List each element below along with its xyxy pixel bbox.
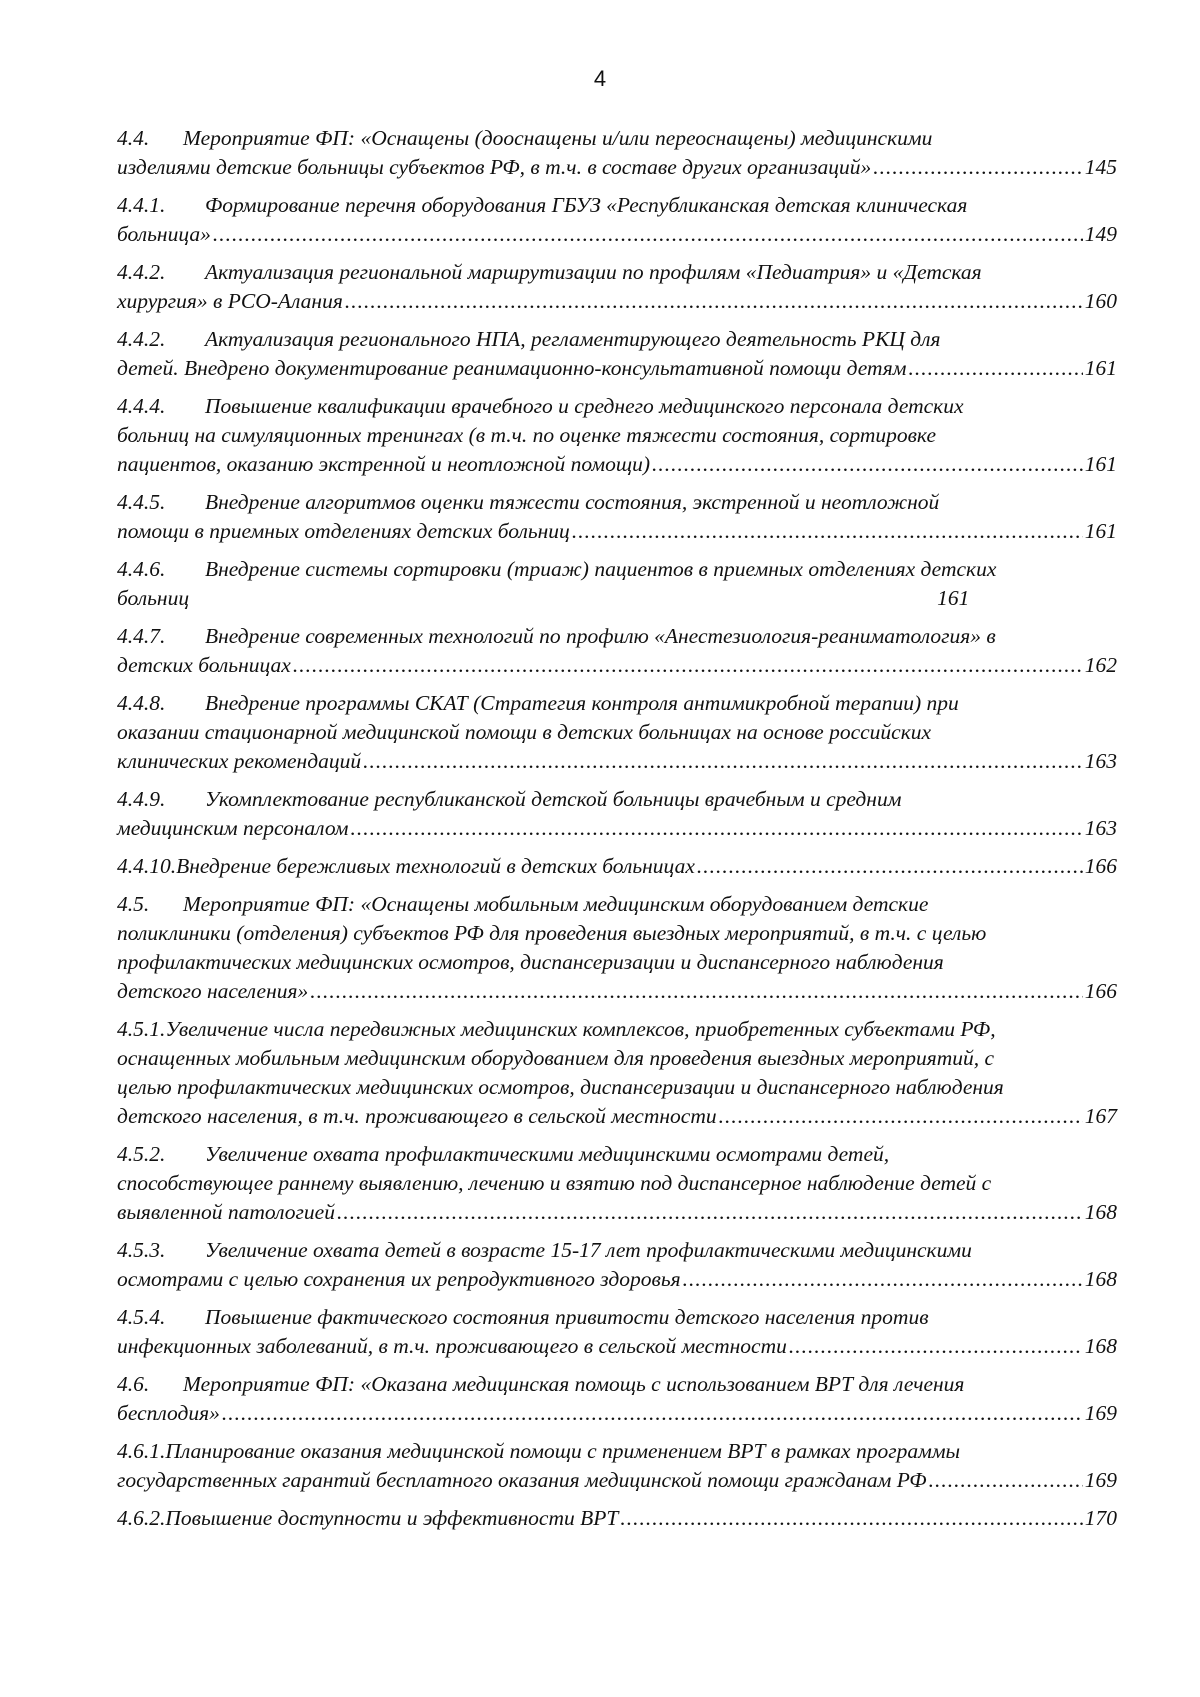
table-of-contents	[117, 124, 1117, 1542]
toc-entry-number: 4.5.1.	[117, 1017, 166, 1041]
toc-entry-text: государственных гарантий бесплатного оказания медицинской помощи гражданам РФ	[117, 1468, 927, 1492]
toc-entry-text: пациентов, оказанию экстренной и неотложной помощи)	[117, 452, 650, 476]
toc-entry-number: 4.6.2.	[117, 1506, 166, 1530]
toc-entry-text: Внедрение системы сортировки (триаж) пациентов в приемных отделениях детских	[205, 557, 997, 581]
toc-page-number: 167	[1084, 1104, 1117, 1128]
dot-leader	[873, 153, 1083, 182]
toc-entry-number: 4.5.4.	[117, 1305, 166, 1329]
toc-entry-text: детей. Внедрено документирование реанимационно-консультативной помощи детям	[117, 356, 907, 380]
dot-leader	[929, 1466, 1083, 1495]
dot-leader	[789, 1332, 1083, 1361]
toc-entry-last-line	[117, 1198, 1117, 1227]
dot-leader	[697, 852, 1083, 881]
toc-entry-heading	[117, 392, 1117, 421]
toc-entry[interactable]	[117, 689, 1117, 776]
dot-leader	[363, 747, 1083, 776]
toc-entry-text: Мероприятие ФП: «Оказана медицинская помощь с использованием ВРТ для лечения	[183, 1372, 965, 1396]
toc-entry-text: больница»	[117, 222, 211, 246]
toc-entry-heading	[117, 258, 1117, 287]
toc-entry[interactable]	[117, 852, 1117, 881]
toc-entry[interactable]	[117, 1504, 1117, 1533]
toc-entry-number: 4.4.2.	[117, 260, 166, 284]
toc-entry-number: 4.4.9.	[117, 787, 166, 811]
toc-entry-number: 4.4.10.	[117, 854, 177, 878]
toc-entry-number: 4.4.4.	[117, 394, 166, 418]
toc-entry-heading	[117, 689, 1117, 718]
toc-entry-text: бесплодия»	[117, 1401, 220, 1425]
toc-entry[interactable]	[117, 392, 1117, 479]
toc-entry-heading	[117, 1015, 1117, 1044]
toc-entry-line: оснащенных мобильным медицинским оборудованием для проведения выездных мероприятий, с	[117, 1046, 995, 1070]
toc-page-number: 145	[1084, 155, 1117, 179]
toc-entry-heading	[117, 124, 1117, 153]
toc-entry-line: поликлиники (отделения) субъектов РФ для проведения выездных мероприятий, в т.ч. с целью	[117, 921, 987, 945]
toc-entry-text: изделиями детские больницы субъектов РФ, в т.ч. в составе других организаций»	[117, 155, 872, 179]
toc-entry-text: Планирование оказания медицинской помощи с применением ВРТ в рамках программы	[165, 1439, 961, 1463]
toc-page-number: 161	[1084, 356, 1117, 380]
toc-page-number: 168	[1084, 1334, 1117, 1358]
toc-entry-heading	[117, 1140, 1117, 1169]
toc-entry-text: Увеличение охвата детей в возрасте 15-17 лет профилактическими медицинскими	[205, 1238, 972, 1262]
toc-entry-last-line	[117, 287, 1117, 316]
toc-page-number: 161	[1084, 519, 1117, 543]
toc-page-number: 169	[1084, 1468, 1117, 1492]
toc-entry[interactable]	[117, 622, 1117, 680]
toc-entry-last-line	[117, 220, 1117, 249]
dot-leader	[310, 977, 1082, 1006]
toc-entry-number: 4.4.6.	[117, 557, 166, 581]
toc-entry-number: 4.4.8.	[117, 691, 166, 715]
toc-entry[interactable]	[117, 124, 1117, 182]
toc-entry-heading	[117, 191, 1117, 220]
toc-page-number: 163	[1084, 749, 1117, 773]
dot-leader	[620, 1504, 1082, 1533]
toc-page-number: 163	[1084, 816, 1117, 840]
toc-entry[interactable]	[117, 1303, 1117, 1361]
toc-page-number: 168	[1084, 1200, 1117, 1224]
toc-entry-text: медицинским персоналом	[117, 816, 349, 840]
toc-entry-number: 4.4.1.	[117, 193, 166, 217]
toc-entry-text: Внедрение бережливых технологий в детских больницах	[176, 854, 695, 878]
toc-entry-text: детского населения»	[117, 979, 309, 1003]
toc-entry[interactable]	[117, 1015, 1117, 1131]
toc-entry-last-line	[117, 852, 1117, 881]
dot-leader	[222, 1399, 1083, 1428]
dot-leader	[213, 220, 1083, 249]
toc-entry-text: больниц	[117, 586, 190, 610]
dot-leader	[909, 354, 1083, 383]
toc-entry-text: Увеличение числа передвижных медицинских комплексов, приобретенных субъектами РФ,	[165, 1017, 996, 1041]
toc-page-number: 170	[1084, 1506, 1117, 1530]
toc-entry-text: Повышение фактического состояния привитости детского населения против	[205, 1305, 929, 1329]
toc-entry-number: 4.4.5.	[117, 490, 166, 514]
toc-page-number: 149	[1084, 222, 1117, 246]
toc-entry-last-line	[117, 977, 1117, 1006]
toc-entry-text: Повышение доступности и эффективности ВРТ	[165, 1506, 619, 1530]
dot-leader	[652, 450, 1083, 479]
toc-entry-text: Актуализация регионального НПА, регламентирующего деятельность РКЦ для	[205, 327, 941, 351]
toc-entry[interactable]	[117, 555, 1117, 613]
toc-entry-last-line	[117, 517, 1117, 546]
toc-entry-text: Внедрение алгоритмов оценки тяжести состояния, экстренной и неотложной	[205, 490, 940, 514]
toc-entry[interactable]	[117, 1437, 1117, 1495]
toc-entry-text: детских больницах	[117, 653, 291, 677]
toc-entry[interactable]	[117, 1236, 1117, 1294]
toc-entry-line: способствующее раннему выявлению, лечению и взятию под диспансерное наблюдение детей с	[117, 1171, 992, 1195]
toc-entry[interactable]	[117, 890, 1117, 1006]
dot-leader	[572, 517, 1083, 546]
toc-entry[interactable]	[117, 1370, 1117, 1428]
toc-entry-heading	[117, 1370, 1117, 1399]
toc-entry-last-line	[117, 651, 1117, 680]
dot-leader	[345, 287, 1083, 316]
toc-entry-heading	[117, 1437, 1117, 1466]
toc-entry-last-line	[117, 1399, 1117, 1428]
toc-entry-text: Внедрение программы СКАТ (Стратегия контроля антимикробной терапии) при	[205, 691, 959, 715]
toc-entry[interactable]	[117, 488, 1117, 546]
toc-entry-line: целью профилактических медицинских осмотров, диспансеризации и диспансерного наблюдения	[117, 1075, 1004, 1099]
toc-page-number: 161	[937, 586, 970, 610]
toc-entry[interactable]	[117, 325, 1117, 383]
toc-page-number: 160	[1084, 289, 1117, 313]
toc-entry[interactable]	[117, 258, 1117, 316]
toc-entry-last-line	[117, 153, 1117, 182]
toc-page-number: 162	[1084, 653, 1117, 677]
toc-entry-number: 4.5.2.	[117, 1142, 166, 1166]
toc-entry-last-line	[117, 1332, 1117, 1361]
toc-entry-heading	[117, 555, 1117, 584]
page-number: 4	[593, 66, 607, 91]
toc-entry-number: 4.5.3.	[117, 1238, 166, 1262]
dot-leader	[337, 1198, 1083, 1227]
toc-entry-text: выявленной патологией	[117, 1200, 335, 1224]
toc-entry-text: Формирование перечня оборудования ГБУЗ «Республиканская детская клиническая	[205, 193, 968, 217]
toc-entry-heading	[117, 785, 1117, 814]
toc-entry-heading	[117, 488, 1117, 517]
dot-leader	[350, 814, 1082, 843]
toc-page-number: 168	[1084, 1267, 1117, 1291]
toc-entry-last-line	[117, 450, 1117, 479]
toc-entry-text: хирургия» в РСО-Алания	[117, 289, 343, 313]
toc-entry-last-line	[117, 747, 1117, 776]
toc-entry-text: Мероприятие ФП: «Оснащены мобильным медицинским оборудованием детские	[183, 892, 929, 916]
toc-entry-last-line	[117, 814, 1117, 843]
toc-page-number: 161	[1084, 452, 1117, 476]
toc-entry-last-line	[117, 1265, 1117, 1294]
toc-entry-number: 4.6.1.	[117, 1439, 166, 1463]
toc-entry-heading	[117, 890, 1117, 919]
dot-leader	[683, 1265, 1083, 1294]
toc-entry-text: Увеличение охвата профилактическими медицинскими осмотрами детей,	[205, 1142, 890, 1166]
toc-page-number: 166	[1084, 854, 1117, 878]
toc-entry-text: клинических рекомендаций	[117, 749, 362, 773]
toc-entry-text: Повышение квалификации врачебного и среднего медицинского персонала детских	[205, 394, 964, 418]
toc-entry-text: осмотрами с целью сохранения их репродуктивного здоровья	[117, 1267, 681, 1291]
toc-page-number: 166	[1084, 979, 1117, 1003]
toc-entry-text: Мероприятие ФП: «Оснащены (дооснащены и/или переоснащены) медицинскими	[183, 126, 933, 150]
toc-entry-text: Внедрение современных технологий по профилю «Анестезиология-реаниматология» в	[205, 624, 996, 648]
toc-entry-text: инфекционных заболеваний, в т.ч. проживающего в сельской местности	[117, 1334, 787, 1358]
toc-entry-number: 4.6.	[117, 1372, 150, 1396]
toc-entry-heading	[117, 1236, 1117, 1265]
toc-entry-number: 4.4.2.	[117, 327, 166, 351]
toc-entry-last-line	[117, 1504, 1117, 1533]
toc-entry-last-line	[117, 1466, 1117, 1495]
toc-entry-last-line	[117, 1102, 1117, 1131]
toc-entry-number: 4.4.	[117, 126, 150, 150]
toc-entry-text: помощи в приемных отделениях детских больниц	[117, 519, 570, 543]
dot-leader	[293, 651, 1083, 680]
toc-entry-line: профилактических медицинских осмотров, диспансеризации и диспансерного наблюдения	[117, 950, 944, 974]
toc-entry[interactable]	[117, 191, 1117, 249]
toc-entry-heading	[117, 325, 1117, 354]
toc-entry[interactable]	[117, 1140, 1117, 1227]
toc-entry-text: Укомплектование республиканской детской больницы врачебным и средним	[205, 787, 902, 811]
toc-entry-last-line	[117, 354, 1117, 383]
toc-entry-line: оказании стационарной медицинской помощи в детских больницах на основе российских	[117, 720, 932, 744]
toc-entry[interactable]	[117, 785, 1117, 843]
toc-entry-text: Актуализация региональной маршрутизации по профилям «Педиатрия» и «Детская	[205, 260, 982, 284]
toc-entry-number: 4.4.7.	[117, 624, 166, 648]
toc-page-number: 169	[1084, 1401, 1117, 1425]
dot-leader	[719, 1102, 1083, 1131]
toc-entry-text: детского населения, в т.ч. проживающего в сельской местности	[117, 1104, 717, 1128]
toc-entry-line: больниц на симуляционных тренингах (в т.ч. по оценке тяжести состояния, сортировке	[117, 423, 936, 447]
toc-entry-number: 4.5.	[117, 892, 150, 916]
toc-entry-heading	[117, 622, 1117, 651]
toc-entry-last-line	[117, 584, 1117, 613]
toc-entry-heading	[117, 1303, 1117, 1332]
